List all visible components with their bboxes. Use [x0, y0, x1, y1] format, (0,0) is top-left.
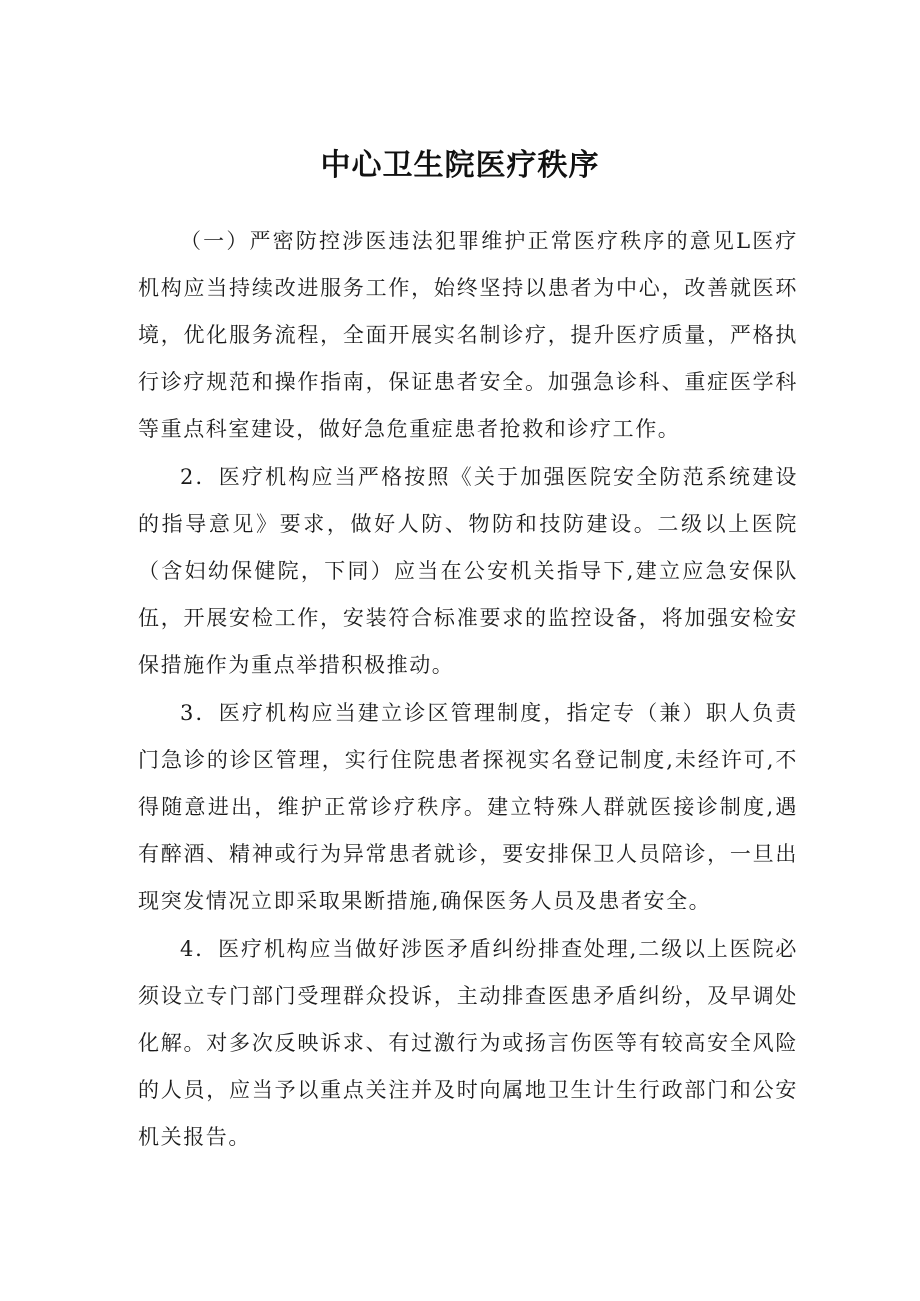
- document-body: [138, 218, 798, 1161]
- document-title: 中心卫生院医疗秩序: [320, 148, 600, 183]
- paragraph-3: 3．医疗机构应当建立诊区管理制度，指定专（兼）职人负责门急诊的诊区管理，实行住院患者探视实名登记制度,未经许可,不得随意进出，维护正常诊疗秩序。建立特殊人群就医接诊制度,遇有醉酒、精神或行为异常患者就诊，要安排保卫人员陪诊，一旦出现突发情况立即采取果断措施,确保医务人员及患者安全。: [138, 701, 798, 913]
- paragraph-1: （一）严密防控涉医违法犯罪维护正常医疗秩序的意见L医疗机构应当持续改进服务工作，始终坚持以患者为中心，改善就医环境，优化服务流程，全面开展实名制诊疗，提升医疗质量，严格执行诊疗规范和操作指南，保证患者安全。加强急诊科、重症医学科等重点科室建设，做好急危重症患者抢救和诊疗工作。: [138, 229, 798, 441]
- paragraph-2: 2．医疗机构应当严格按照《关于加强医院安全防范系统建设的指导意见》要求，做好人防、物防和技防建设。二级以上医院（含妇幼保健院，下同）应当在公安机关指导下,建立应急安保队伍，开展安检工作，安装符合标准要求的监控设备，将加强安检安保措施作为重点举措积极推动。: [138, 465, 798, 677]
- paragraph-4: 4．医疗机构应当做好涉医矛盾纠纷排查处理,二级以上医院必须设立专门部门受理群众投诉，主动排查医患矛盾纠纷，及早调处化解。对多次反映诉求、有过激行为或扬言伤医等有较高安全风险的人员，应当予以重点关注并及时向属地卫生计生行政部门和公安机关报告。: [138, 937, 798, 1149]
